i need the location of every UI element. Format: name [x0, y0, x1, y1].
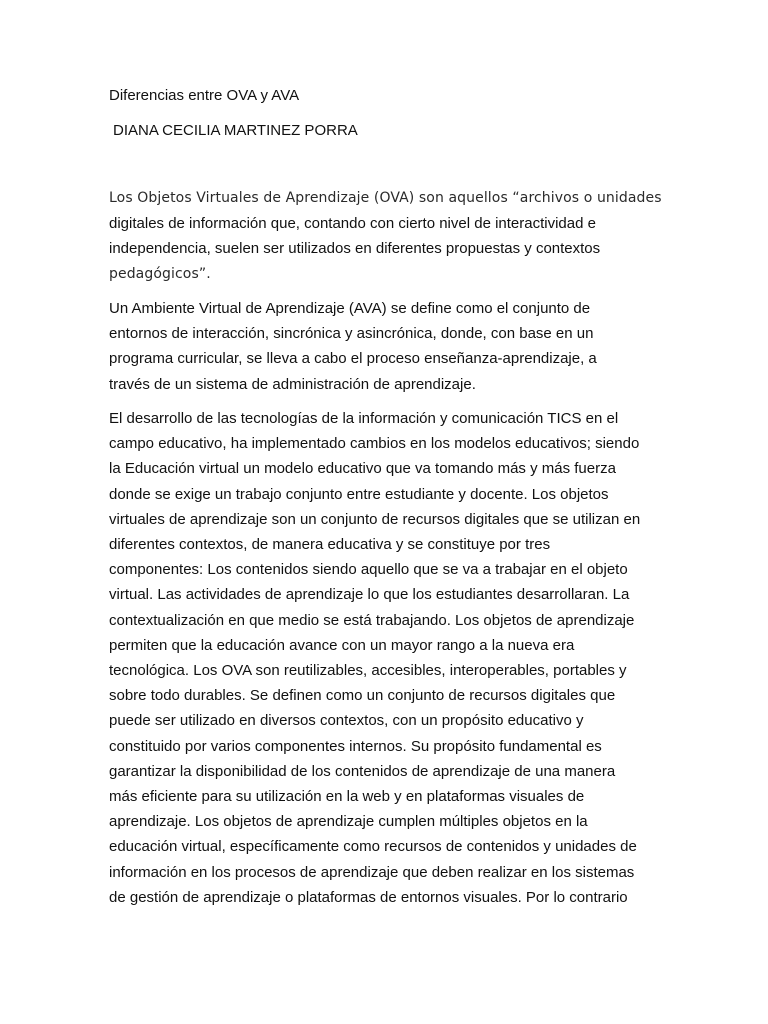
paragraph-ova-definition — [109, 186, 669, 287]
paragraph-line: donde se exige un trabajo conjunto entre estudiante y docente. Los objetos — [109, 485, 609, 503]
paragraph-line: constituido por varios componentes internos. Su propósito fundamental es — [109, 737, 602, 755]
paragraph-line: diferentes contextos, de manera educativa y se constituye por tres — [109, 536, 551, 554]
paragraph-line: componentes: Los contenidos siendo aquello que se va a trabajar en el objeto — [109, 561, 628, 579]
paragraph-line: la Educación virtual un modelo educativo que va tomando más y más fuerza — [109, 460, 616, 478]
paragraph-line: garantizar la disponibilidad de los contenidos de aprendizaje de una manera — [109, 762, 616, 780]
paragraph-line: entornos de interacción, sincrónica y asincrónica, donde, con base en un — [109, 325, 594, 343]
paragraph-line: educación virtual, específicamente como recursos de contenidos y unidades de — [109, 838, 637, 856]
paragraph-line: través de un sistema de administración de aprendizaje. — [109, 375, 476, 393]
paragraph-line: aprendizaje. Los objetos de aprendizaje cumplen múltiples objetos en la — [109, 813, 588, 831]
paragraph-line: pedagógicos”. — [109, 265, 211, 282]
paragraph-line: más eficiente para su utilización en la web y en plataformas visuales de — [109, 788, 585, 806]
paragraph-ava-definition — [109, 296, 669, 397]
paragraph-line: programa curricular, se lleva a cabo el proceso enseñanza-aprendizaje, a — [109, 350, 597, 368]
paragraph-line: permiten que la educación avance con un mayor rango a la nueva era — [109, 636, 575, 654]
paragraph-line: tecnológica. Los OVA son reutilizables, accesibles, interoperables, portables y — [109, 662, 627, 680]
paragraph-line: El desarrollo de las tecnologías de la información y comunicación TICS en el — [109, 410, 619, 427]
paragraph-line: de gestión de aprendizaje o plataformas de entornos visuales. Por lo contrario — [109, 888, 628, 906]
paragraph-line: contextualización en que medio se está trabajando. Los objetos de aprendizaje — [109, 611, 635, 629]
paragraph-line: virtuales de aprendizaje son un conjunto de recursos digitales que se utilizan en — [109, 510, 641, 528]
paragraph-line: Los Objetos Virtuales de Aprendizaje (OVA) son aquellos “archivos o unidades — [109, 190, 662, 206]
paragraph-line: campo educativo, ha implementado cambios en los modelos educativos; siendo — [109, 435, 640, 453]
paragraph-line: sobre todo durables. Se definen como un conjunto de recursos digitales que — [109, 687, 616, 705]
paragraph-line: independencia, suelen ser utilizados en diferentes propuestas y contextos — [109, 240, 601, 258]
paragraph-line: digitales de información que, contando con cierto nivel de interactividad e — [109, 215, 596, 233]
paragraph-line: virtual. Las actividades de aprendizaje lo que los estudiantes desarrollaran. La — [109, 586, 630, 604]
document-title: Diferencias entre OVA y AVA — [109, 87, 300, 104]
paragraph-line: información en los procesos de aprendizaje que deben realizar en los sistemas — [109, 863, 635, 881]
paragraph-line: Un Ambiente Virtual de Aprendizaje (AVA) se define como el conjunto de — [109, 300, 591, 317]
paragraph-line: puede ser utilizado en diversos contextos, con un propósito educativo y — [109, 712, 584, 730]
document-author: DIANA CECILIA MARTINEZ PORRA — [113, 122, 358, 139]
paragraph-tics-development — [109, 406, 669, 910]
